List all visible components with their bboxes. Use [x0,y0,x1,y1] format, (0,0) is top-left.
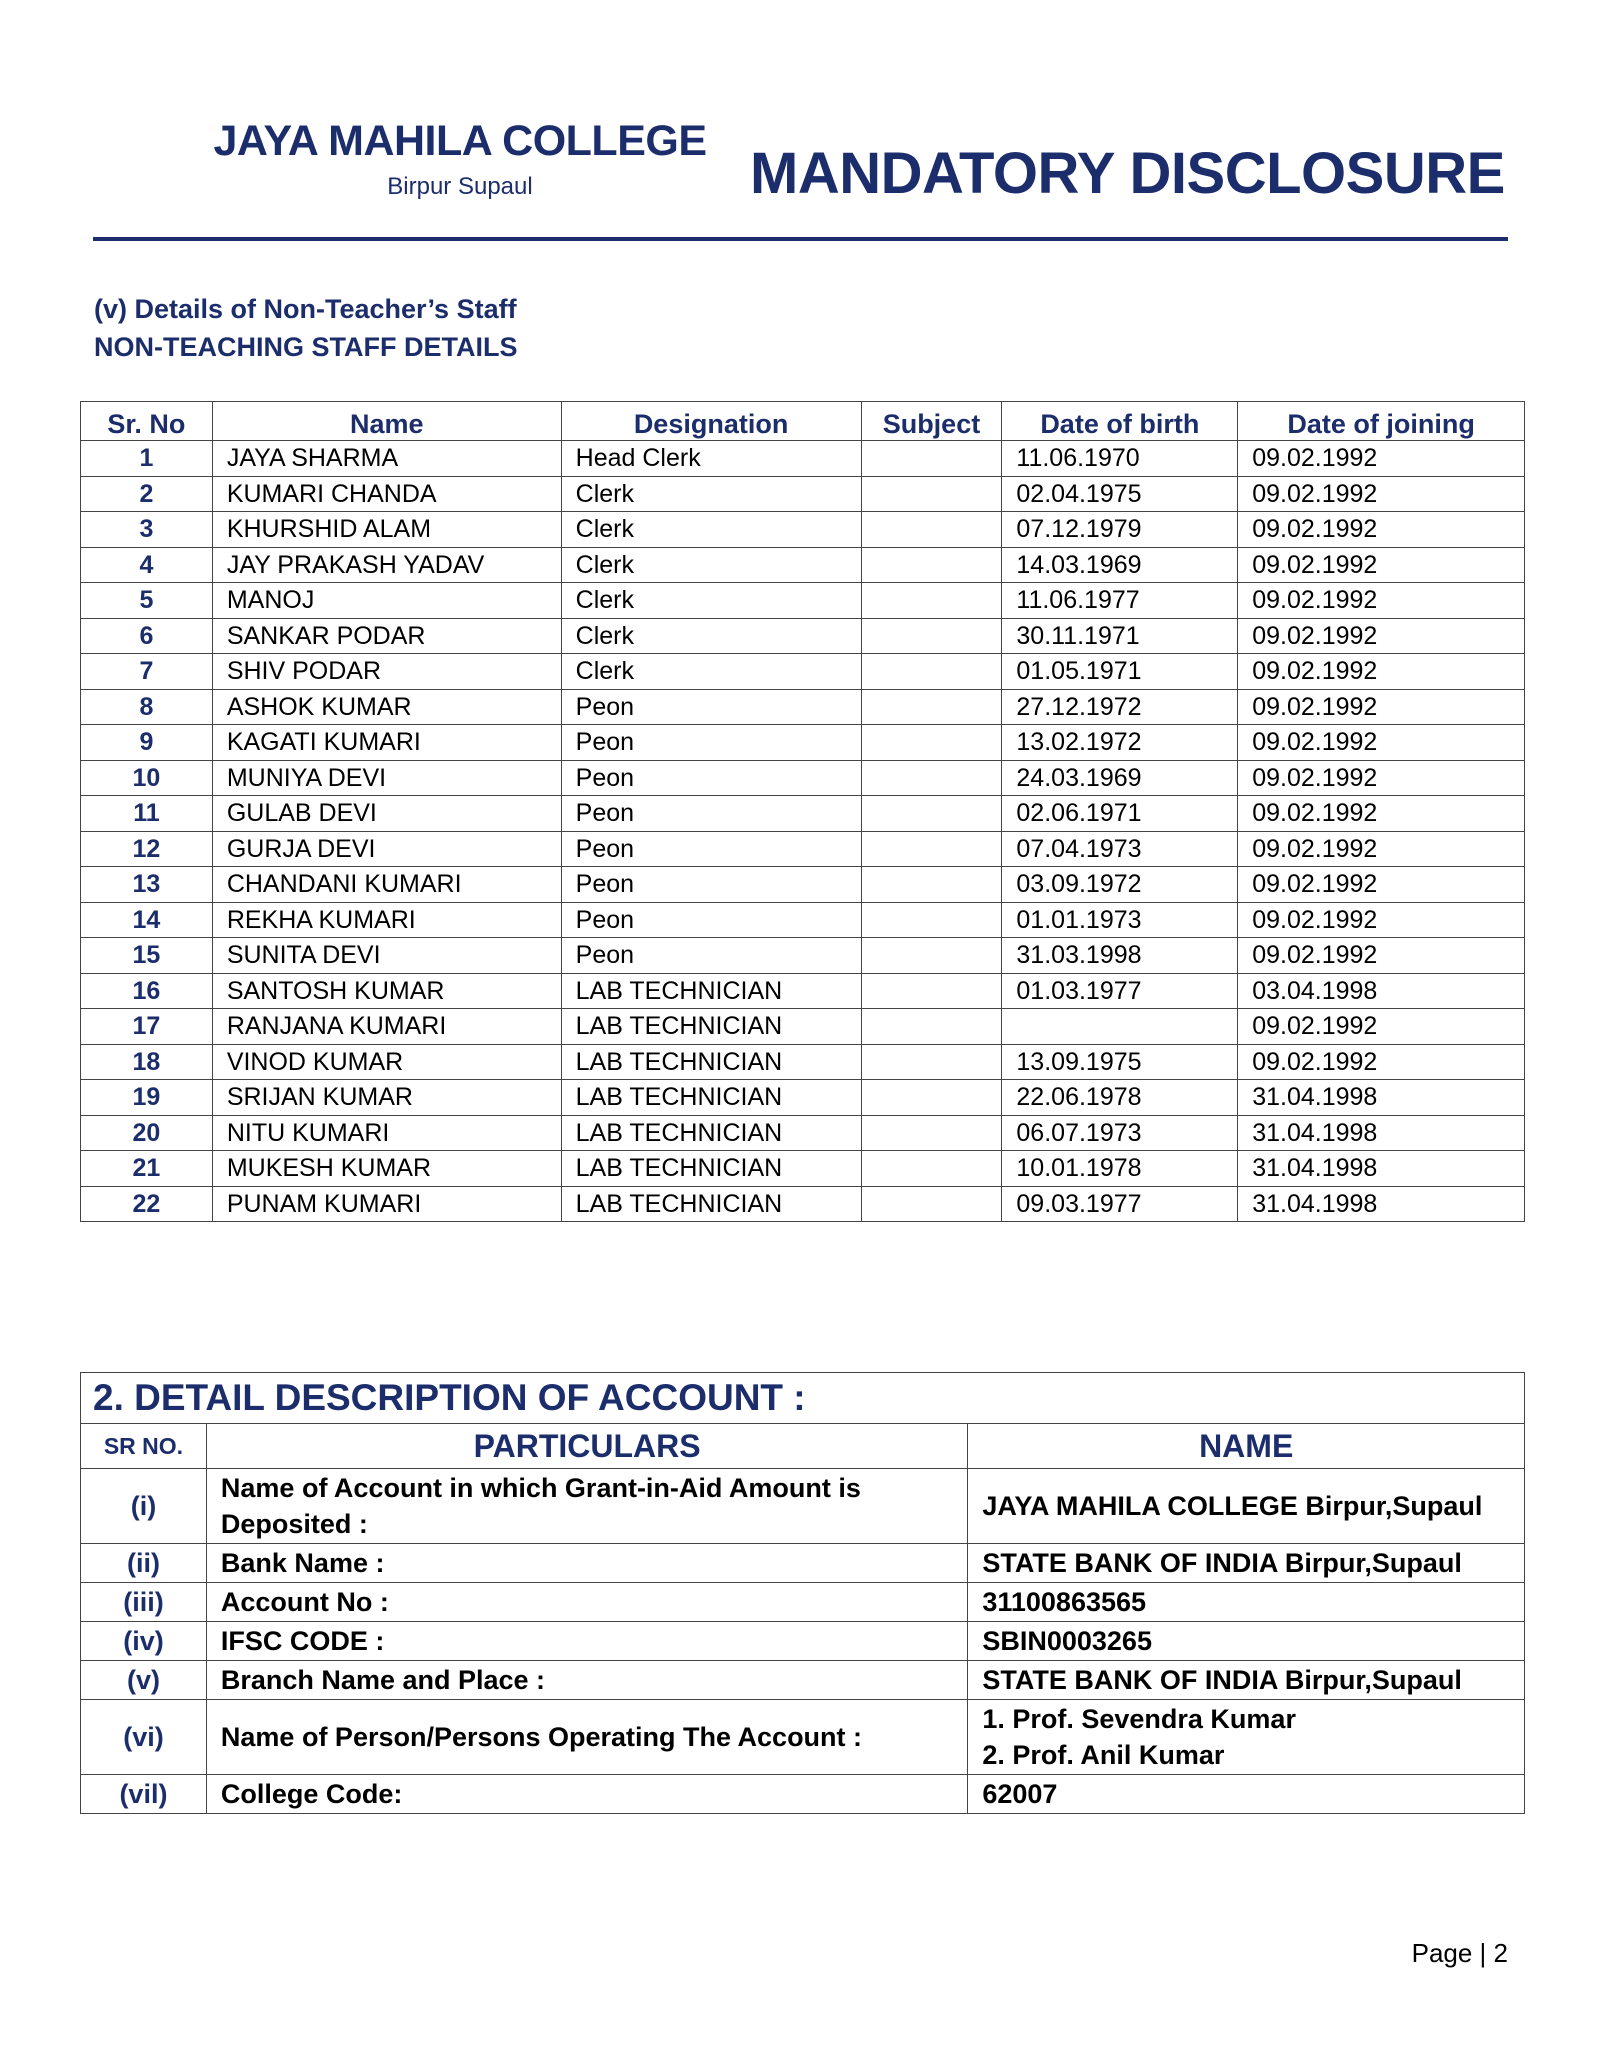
table-row [81,938,1525,974]
cell-name: SANTOSH KUMAR [212,973,561,1009]
cell-date-of-joining: 09.02.1992 [1238,618,1525,654]
table-row [81,583,1525,619]
cell-subject [861,654,1002,690]
college-name: JAYA MAHILA COLLEGE [213,117,707,165]
cell-name: SRIJAN KUMAR [212,1080,561,1116]
name-line-1: 62007 [982,1779,1058,1809]
cell-date-of-joining: 09.02.1992 [1238,760,1525,796]
cell-name: KHURSHID ALAM [212,512,561,548]
cell-particular [206,1469,967,1544]
cell-subject [861,902,1002,938]
table-row [81,725,1525,761]
cell-date-of-birth: 01.05.1971 [1002,654,1238,690]
cell-date-of-birth: 27.12.1972 [1002,689,1238,725]
table-row [81,1700,1525,1775]
cell-date-of-joining: 09.02.1992 [1238,725,1525,761]
cell-particular [206,1700,967,1775]
cell-sr-no: 10 [81,760,213,796]
cell-date-of-birth: 01.01.1973 [1002,902,1238,938]
account-section-title: 2. DETAIL DESCRIPTION OF ACCOUNT : [81,1373,1525,1424]
cell-designation: Head Clerk [561,441,861,477]
table-row [81,1661,1525,1700]
cell-name: PUNAM KUMARI [212,1186,561,1222]
table-row [81,1583,1525,1622]
particular-line-1: Branch Name and Place : [220,1665,546,1695]
staff-table-body [81,441,1525,1222]
cell-name: REKHA KUMARI [212,902,561,938]
table-row [81,547,1525,583]
cell-date-of-birth: 01.03.1977 [1002,973,1238,1009]
cell-sr-no: 11 [81,796,213,832]
cell-sr-no: 5 [81,583,213,619]
cell-designation: Clerk [561,618,861,654]
particular-line-1: Account No : [220,1587,389,1617]
cell-designation: Clerk [561,476,861,512]
cell-sr-no: 9 [81,725,213,761]
cell-date-of-joining: 09.02.1992 [1238,1009,1525,1045]
col-header-sr-no: SR NO. [81,1424,207,1469]
cell-sr-no: 16 [81,973,213,1009]
cell-sr-no: (iv) [81,1622,207,1661]
cell-subject [861,583,1002,619]
cell-sr-no: (ii) [81,1544,207,1583]
cell-subject [861,476,1002,512]
section-heading-line2: NON-TEACHING STAFF DETAILS [94,332,518,362]
cell-sr-no: (vil) [81,1775,207,1814]
cell-name: GULAB DEVI [212,796,561,832]
cell-subject [861,796,1002,832]
cell-name: CHANDANI KUMARI [212,867,561,903]
cell-date-of-joining: 09.02.1992 [1238,512,1525,548]
cell-date-of-birth: 02.06.1971 [1002,796,1238,832]
cell-designation: Peon [561,760,861,796]
table-row [81,1186,1525,1222]
cell-name [968,1583,1525,1622]
cell-date-of-joining: 31.04.1998 [1238,1151,1525,1187]
cell-date-of-birth: 14.03.1969 [1002,547,1238,583]
cell-sr-no: (iii) [81,1583,207,1622]
name-line-1: 1. Prof. Sevendra Kumar [982,1704,1296,1734]
table-row [81,1009,1525,1045]
cell-designation: LAB TECHNICIAN [561,1115,861,1151]
cell-date-of-birth: 13.02.1972 [1002,725,1238,761]
cell-date-of-birth: 07.12.1979 [1002,512,1238,548]
cell-name: NITU KUMARI [212,1115,561,1151]
cell-date-of-joining: 09.02.1992 [1238,796,1525,832]
cell-sr-no: 19 [81,1080,213,1116]
cell-date-of-birth: 31.03.1998 [1002,938,1238,974]
table-row [81,1622,1525,1661]
table-row [81,1151,1525,1187]
cell-name [968,1661,1525,1700]
cell-sr-no: 1 [81,441,213,477]
cell-subject [861,547,1002,583]
table-row [81,1115,1525,1151]
cell-sr-no: (i) [81,1469,207,1544]
college-block [200,118,720,201]
particular-line-1: Name of Person/Persons Operating The Account : [220,1722,863,1752]
col-header-name: Name [212,402,561,441]
page-number: Page | 2 [1411,1938,1508,1968]
col-header-date-of-birth: Date of birth [1002,402,1238,441]
cell-date-of-birth: 11.06.1970 [1002,441,1238,477]
table-row [81,689,1525,725]
cell-sr-no: 21 [81,1151,213,1187]
cell-sr-no: 4 [81,547,213,583]
cell-name: JAY PRAKASH YADAV [212,547,561,583]
col-header-subject: Subject [861,402,1002,441]
cell-subject [861,618,1002,654]
cell-date-of-joining: 03.04.1998 [1238,973,1525,1009]
cell-designation: LAB TECHNICIAN [561,1044,861,1080]
cell-date-of-joining: 09.02.1992 [1238,476,1525,512]
college-place: Birpur Supaul [387,173,533,201]
account-header-row [81,1424,1525,1469]
cell-name: MANOJ [212,583,561,619]
cell-designation: Clerk [561,512,861,548]
cell-date-of-joining: 09.02.1992 [1238,831,1525,867]
cell-particular [206,1775,967,1814]
cell-sr-no: 22 [81,1186,213,1222]
table-row [81,476,1525,512]
cell-subject [861,1044,1002,1080]
cell-date-of-joining: 09.02.1992 [1238,938,1525,974]
cell-date-of-birth: 09.03.1977 [1002,1186,1238,1222]
cell-sr-no: (vi) [81,1700,207,1775]
cell-name: SANKAR PODAR [212,618,561,654]
cell-designation: Peon [561,938,861,974]
name-line-1: 31100863565 [982,1587,1147,1617]
cell-date-of-joining: 09.02.1992 [1238,867,1525,903]
staff-table [80,401,1525,1222]
cell-date-of-joining: 09.02.1992 [1238,547,1525,583]
name-line-2: 2. Prof. Anil Kumar [982,1740,1225,1770]
cell-particular [206,1583,967,1622]
cell-particular [206,1544,967,1583]
cell-date-of-joining: 09.02.1992 [1238,902,1525,938]
cell-sr-no: 20 [81,1115,213,1151]
cell-name: VINOD KUMAR [212,1044,561,1080]
cell-subject [861,512,1002,548]
cell-subject [861,689,1002,725]
cell-name [968,1469,1525,1544]
cell-designation: Peon [561,796,861,832]
cell-sr-no: 14 [81,902,213,938]
cell-subject [861,938,1002,974]
cell-date-of-birth: 02.04.1975 [1002,476,1238,512]
cell-date-of-joining: 09.02.1992 [1238,583,1525,619]
cell-name: GURJA DEVI [212,831,561,867]
cell-name: SHIV PODAR [212,654,561,690]
table-row [81,796,1525,832]
cell-subject [861,1009,1002,1045]
section-heading-line1: (v) Details of Non-Teacher’s Staff [94,294,517,324]
cell-sr-no: 17 [81,1009,213,1045]
cell-designation: LAB TECHNICIAN [561,973,861,1009]
cell-subject [861,1080,1002,1116]
cell-subject [861,725,1002,761]
cell-designation: Clerk [561,654,861,690]
table-row [81,1080,1525,1116]
cell-designation: Peon [561,902,861,938]
cell-date-of-birth: 07.04.1973 [1002,831,1238,867]
cell-name: JAYA SHARMA [212,441,561,477]
cell-date-of-joining: 31.04.1998 [1238,1080,1525,1116]
cell-designation: Clerk [561,583,861,619]
cell-subject [861,831,1002,867]
table-row [81,618,1525,654]
account-table [80,1372,1525,1814]
account-title-row [81,1373,1525,1424]
particular-line-1: Bank Name : [220,1548,385,1578]
table-row [81,760,1525,796]
cell-name: KAGATI KUMARI [212,725,561,761]
particular-line-1: Name of Account in which Grant-in-Aid Amount is [220,1473,861,1503]
cell-sr-no: (v) [81,1661,207,1700]
cell-sr-no: 3 [81,512,213,548]
table-row [81,512,1525,548]
col-header-designation: Designation [561,402,861,441]
col-header-particulars: PARTICULARS [206,1424,967,1469]
header-divider [93,237,1508,241]
table-row [81,831,1525,867]
name-line-1: STATE BANK OF INDIA Birpur,Supaul [982,1665,1462,1695]
table-row [81,867,1525,903]
particular-line-1: IFSC CODE : [220,1626,385,1656]
particular-line-1: College Code: [220,1779,403,1809]
cell-date-of-birth: 24.03.1969 [1002,760,1238,796]
cell-particular [206,1661,967,1700]
particular-line-2: Deposited : [220,1509,368,1539]
cell-sr-no: 18 [81,1044,213,1080]
cell-sr-no: 8 [81,689,213,725]
col-header-sr-no: Sr. No [81,402,213,441]
table-row [81,973,1525,1009]
cell-name: MUKESH KUMAR [212,1151,561,1187]
cell-date-of-birth: 06.07.1973 [1002,1115,1238,1151]
name-line-1: JAYA MAHILA COLLEGE Birpur,Supaul [982,1491,1483,1521]
cell-subject [861,973,1002,1009]
col-header-account-name: NAME [968,1424,1525,1469]
cell-name: ASHOK KUMAR [212,689,561,725]
cell-designation: Peon [561,725,861,761]
cell-date-of-birth [1002,1009,1238,1045]
cell-date-of-joining: 09.02.1992 [1238,441,1525,477]
cell-date-of-birth: 03.09.1972 [1002,867,1238,903]
cell-subject [861,1151,1002,1187]
account-table-body [81,1373,1525,1814]
section-heading [94,290,517,366]
cell-date-of-joining: 09.02.1992 [1238,654,1525,690]
name-line-1: STATE BANK OF INDIA Birpur,Supaul [982,1548,1462,1578]
cell-designation: Peon [561,831,861,867]
cell-designation: Peon [561,867,861,903]
cell-subject [861,1186,1002,1222]
cell-designation: LAB TECHNICIAN [561,1009,861,1045]
table-row [81,441,1525,477]
staff-table-header-row [81,402,1525,441]
cell-sr-no: 2 [81,476,213,512]
cell-subject [861,1115,1002,1151]
cell-designation: Peon [561,689,861,725]
cell-name: SUNITA DEVI [212,938,561,974]
cell-sr-no: 12 [81,831,213,867]
cell-sr-no: 13 [81,867,213,903]
cell-name [968,1700,1525,1775]
table-row [81,1044,1525,1080]
cell-subject [861,760,1002,796]
table-row [81,1469,1525,1544]
cell-designation: LAB TECHNICIAN [561,1151,861,1187]
cell-name [968,1622,1525,1661]
cell-subject [861,441,1002,477]
cell-sr-no: 6 [81,618,213,654]
cell-date-of-joining: 31.04.1998 [1238,1115,1525,1151]
cell-date-of-joining: 09.02.1992 [1238,689,1525,725]
cell-date-of-birth: 11.06.1977 [1002,583,1238,619]
cell-name: KUMARI CHANDA [212,476,561,512]
cell-particular [206,1622,967,1661]
cell-designation: LAB TECHNICIAN [561,1186,861,1222]
table-row [81,1544,1525,1583]
cell-date-of-birth: 22.06.1978 [1002,1080,1238,1116]
cell-sr-no: 7 [81,654,213,690]
cell-date-of-joining: 09.02.1992 [1238,1044,1525,1080]
col-header-date-of-joining: Date of joining [1238,402,1525,441]
cell-name: RANJANA KUMARI [212,1009,561,1045]
cell-date-of-birth: 30.11.1971 [1002,618,1238,654]
cell-subject [861,867,1002,903]
cell-designation: Clerk [561,547,861,583]
cell-date-of-joining: 31.04.1998 [1238,1186,1525,1222]
name-line-1: SBIN0003265 [982,1626,1152,1656]
table-row [81,1775,1525,1814]
cell-name [968,1544,1525,1583]
table-row [81,654,1525,690]
cell-designation: LAB TECHNICIAN [561,1080,861,1116]
cell-date-of-birth: 13.09.1975 [1002,1044,1238,1080]
cell-name [968,1775,1525,1814]
cell-name: MUNIYA DEVI [212,760,561,796]
document-title: MANDATORY DISCLOSURE [750,141,1505,206]
cell-date-of-birth: 10.01.1978 [1002,1151,1238,1187]
cell-sr-no: 15 [81,938,213,974]
table-row [81,902,1525,938]
